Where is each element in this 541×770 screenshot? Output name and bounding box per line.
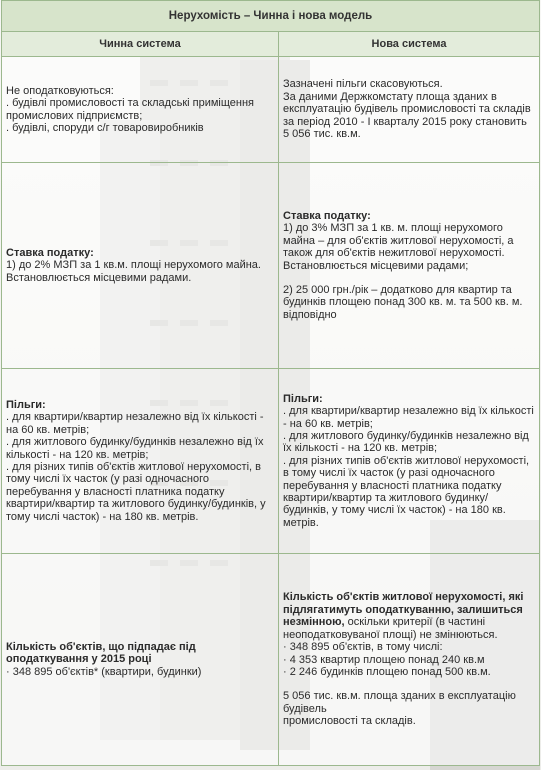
cell-new-object-count	[279, 554, 540, 766]
cell-text: 5 056 тис. кв.м. площа зданих в експлуатацію будівель	[283, 690, 516, 715]
cell-text: . для квартири/квартир незалежно від їх кількості - на 60 кв. метрів;	[283, 405, 534, 430]
cell-heading: Пільги:	[6, 398, 46, 411]
comparison-table	[1, 0, 540, 766]
cell-text: 1) до 3% МЗП за 1 кв. м. площі нерухомого майна – для об'єктів житлової нерухомості, а також для об'єктів нежитлової нерухомості. Встановлюється місцевими радами;	[283, 222, 514, 272]
cell-heading: Пільги:	[283, 392, 323, 405]
table-row-tax-rate	[2, 163, 540, 369]
table-row-benefits	[2, 369, 540, 554]
cell-heading: Ставка податку:	[283, 209, 371, 222]
cell-text: . будівлі промисловості та складські приміщення промислових підприємств;	[6, 97, 255, 122]
cell-text: промисловості та складів.	[283, 715, 416, 728]
column-header-current: Чинна система	[2, 32, 279, 57]
cell-current-exemptions	[2, 57, 279, 163]
cell-text: За даними Держкомстату площа зданих в експлуатацію будівель промисловості та складів за період 2010 - I кварталу 2015 року становить 5 056 тис. кв.м.	[283, 90, 531, 141]
cell-text: . для квартири/квартир незалежно від їх кількості - на 60 кв. метрів;	[6, 411, 264, 436]
cell-new-benefits	[279, 369, 540, 554]
cell-text: Зазначені пільги скасовуються.	[283, 78, 443, 91]
table-row-exemptions	[2, 57, 540, 163]
cell-current-benefits	[2, 369, 279, 554]
cell-text: · 348 895 об'єктів* (квартири, будинки)	[6, 665, 202, 678]
cell-text: · 2 246 будинків площею понад 500 кв.м.	[283, 665, 491, 678]
cell-text: . для різних типів об'єктів житлової нерухомості, в тому числі їх часток (у разі одночасного перебування у власності платника податку квартири/квартир та житлового будинку/будинків, у тому числі часток) - на 180 кв. метрів.	[6, 461, 266, 523]
cell-heading: Кількість об'єктів житлової нерухомості, які підлягатимуть оподаткуванню, залишиться незмінною,	[283, 591, 524, 629]
cell-text: 1) до 2% МЗП за 1 кв.м. площі нерухомого майна. Встановлюється місцевими радами.	[6, 259, 261, 284]
table-title-row	[2, 1, 540, 32]
cell-heading: Кількість об'єктів, що підпадає під оподаткування у 2015 році	[6, 640, 196, 666]
cell-text: оскільки критерії (в частині неоподатковуваної площі) не змінюються.	[283, 616, 498, 641]
cell-new-tax-rate	[279, 163, 540, 369]
cell-text: . для житлового будинку/будинків незалежно від їх кількості - на 120 кв. метрів;	[6, 436, 264, 461]
column-header-new: Нова система	[279, 32, 540, 57]
cell-text: . будівлі, споруди с/г товаровиробників	[6, 121, 204, 134]
table-title: Нерухомість – Чинна і нова модель	[2, 1, 540, 32]
cell-text: 2) 25 000 грн./рік – додатково для квартир та будинків площею понад 300 кв. м. та 500 кв. м. відповідно	[283, 283, 523, 321]
cell-text: · 348 895 об'єктів, в тому числі:	[283, 641, 443, 654]
cell-current-object-count	[2, 554, 279, 766]
table-header-row	[2, 32, 540, 57]
cell-text: . для житлового будинку/будинків незалежно від їх кількості - на 120 кв. метрів;	[283, 429, 529, 455]
cell-new-exemptions	[279, 57, 540, 163]
table-row-object-count	[2, 554, 540, 766]
cell-text: · 4 353 квартир площею понад 240 кв.м	[283, 653, 485, 666]
cell-text: Не оподатковуються:	[6, 84, 114, 97]
cell-heading: Ставка податку:	[6, 246, 94, 259]
cell-current-tax-rate	[2, 163, 279, 369]
cell-text: . для різних типів об'єктів житлової нерухомості, в тому числі їх часток (у разі одночасного перебування у власності платника податку квартири/квартир та житлового будинку/ будинків, у тому числі їх часток) - на 180 кв. метрів.	[283, 454, 530, 529]
